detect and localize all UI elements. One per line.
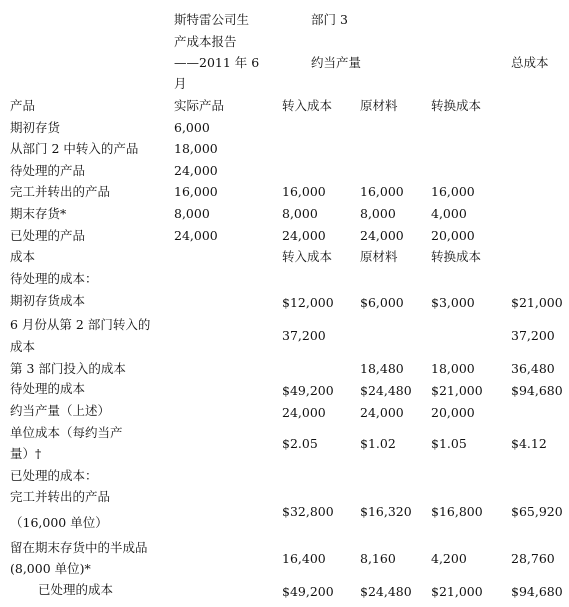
units-row-conversion: 4,000 <box>431 206 467 221</box>
cost-row-materials: $24,480 <box>360 383 412 398</box>
cost-row-transferred-in: $2.05 <box>282 436 318 451</box>
total-cost-header: 总成本 <box>511 55 549 70</box>
units-row-actual: 6,000 <box>174 120 210 135</box>
units-row-label: 期末存货* <box>10 206 67 221</box>
cost-row-materials: $6,000 <box>360 295 404 310</box>
processed-row-label: 已处理的成本 <box>38 582 114 597</box>
units-row-conversion: 20,000 <box>431 228 475 243</box>
units-row-transferred-in: 8,000 <box>282 206 318 221</box>
cost-row-label-line2: 量）† <box>10 446 42 461</box>
cost-header-materials: 原材料 <box>360 249 398 264</box>
col-header-transferred-in: 转入成本 <box>282 98 333 113</box>
cost-header-transferred-in: 转入成本 <box>282 249 333 264</box>
processed-row-materials: $24,480 <box>360 584 412 599</box>
cost-row-materials: 24,000 <box>360 405 404 420</box>
units-row-actual: 18,000 <box>174 141 218 156</box>
units-row-actual: 16,000 <box>174 184 218 199</box>
units-row-actual: 24,000 <box>174 163 218 178</box>
processed-row-transferred-in: 16,400 <box>282 551 326 566</box>
units-row-materials: 16,000 <box>360 184 404 199</box>
processed-row-conversion: $21,000 <box>431 584 483 599</box>
units-row-materials: 8,000 <box>360 206 396 221</box>
cost-row-label-line1: 单位成本（每约当产 <box>10 425 123 440</box>
cost-row-transferred-in: $12,000 <box>282 295 334 310</box>
cost-row-label: 待处理的成本 <box>10 381 86 396</box>
processed-row-materials: 8,160 <box>360 551 396 566</box>
company-title-line1: 斯特雷公司生 <box>174 12 250 27</box>
processed-row-transferred-in: $32,800 <box>282 504 334 519</box>
cost-row-label: 约当产量（上述） <box>10 403 111 418</box>
cost-row-transferred-in: 24,000 <box>282 405 326 420</box>
cost-row-total: 36,480 <box>511 361 555 376</box>
units-row-label: 期初存货 <box>10 120 61 135</box>
units-row-actual: 24,000 <box>174 228 218 243</box>
cost-row-label-line1: 6 月份从第 2 部门转入的 <box>10 317 151 332</box>
cost-row-transferred-in: $49,200 <box>282 383 334 398</box>
cost-row-conversion: $1.05 <box>431 436 467 451</box>
cost-row-label: 第 3 部门投入的成本 <box>10 361 126 376</box>
processed-row-label-line2: (8,000 单位)* <box>10 561 91 576</box>
col-header-item: 产品 <box>10 98 36 113</box>
units-row-label: 待处理的产品 <box>10 163 86 178</box>
processed-row-transferred-in: $49,200 <box>282 584 334 599</box>
cost-row-conversion: 18,000 <box>431 361 475 376</box>
processed-row-conversion: 4,200 <box>431 551 467 566</box>
processed-row-total: $65,920 <box>511 504 563 519</box>
processed-row-label-line1: 留在期末存货中的半成品 <box>10 540 148 555</box>
units-row-transferred-in: 24,000 <box>282 228 326 243</box>
cost-header-conversion: 转换成本 <box>431 249 482 264</box>
department-label: 部门 3 <box>311 12 348 27</box>
cost-row-materials: $1.02 <box>360 436 396 451</box>
units-row-label: 从部门 2 中转入的产品 <box>10 141 139 156</box>
cost-row-total: $94,680 <box>511 383 563 398</box>
units-row-materials: 24,000 <box>360 228 404 243</box>
processed-row-total: 28,760 <box>511 551 555 566</box>
cost-row-conversion: $21,000 <box>431 383 483 398</box>
cost-row-total: $4.12 <box>511 436 547 451</box>
cost-row-conversion: 20,000 <box>431 405 475 420</box>
cost-row-materials: 18,480 <box>360 361 404 376</box>
cost-row-conversion: $3,000 <box>431 295 475 310</box>
col-header-conversion: 转换成本 <box>431 98 482 113</box>
cost-row-label-line2: 成本 <box>10 339 36 354</box>
company-title-line3: ——2011 年 6 <box>174 55 260 70</box>
cost-row-total: 37,200 <box>511 328 555 343</box>
processed-row-label-line1: 完工并转出的产品 <box>10 489 111 504</box>
col-header-materials: 原材料 <box>360 98 398 113</box>
company-title-line4: 月 <box>174 76 187 91</box>
units-row-actual: 8,000 <box>174 206 210 221</box>
processed-row-total: $94,680 <box>511 584 563 599</box>
col-header-actual: 实际产品 <box>174 98 225 113</box>
cost-header-item: 成本 <box>10 249 36 264</box>
section-title-processed: 已处理的成本： <box>10 468 98 483</box>
section-title-to-process: 待处理的成本： <box>10 271 98 286</box>
units-row-label: 完工并转出的产品 <box>10 184 111 199</box>
units-row-label: 已处理的产品 <box>10 228 86 243</box>
cost-row-label: 期初存货成本 <box>10 293 86 308</box>
units-row-conversion: 16,000 <box>431 184 475 199</box>
equivalent-units-header: 约当产量 <box>311 55 362 70</box>
cost-row-transferred-in: 37,200 <box>282 328 326 343</box>
cost-row-total: $21,000 <box>511 295 563 310</box>
processed-row-materials: $16,320 <box>360 504 412 519</box>
company-title-line2: 产成本报告 <box>174 34 237 49</box>
processed-row-conversion: $16,800 <box>431 504 483 519</box>
processed-row-label-line2: （16,000 单位） <box>10 515 108 530</box>
units-row-transferred-in: 16,000 <box>282 184 326 199</box>
